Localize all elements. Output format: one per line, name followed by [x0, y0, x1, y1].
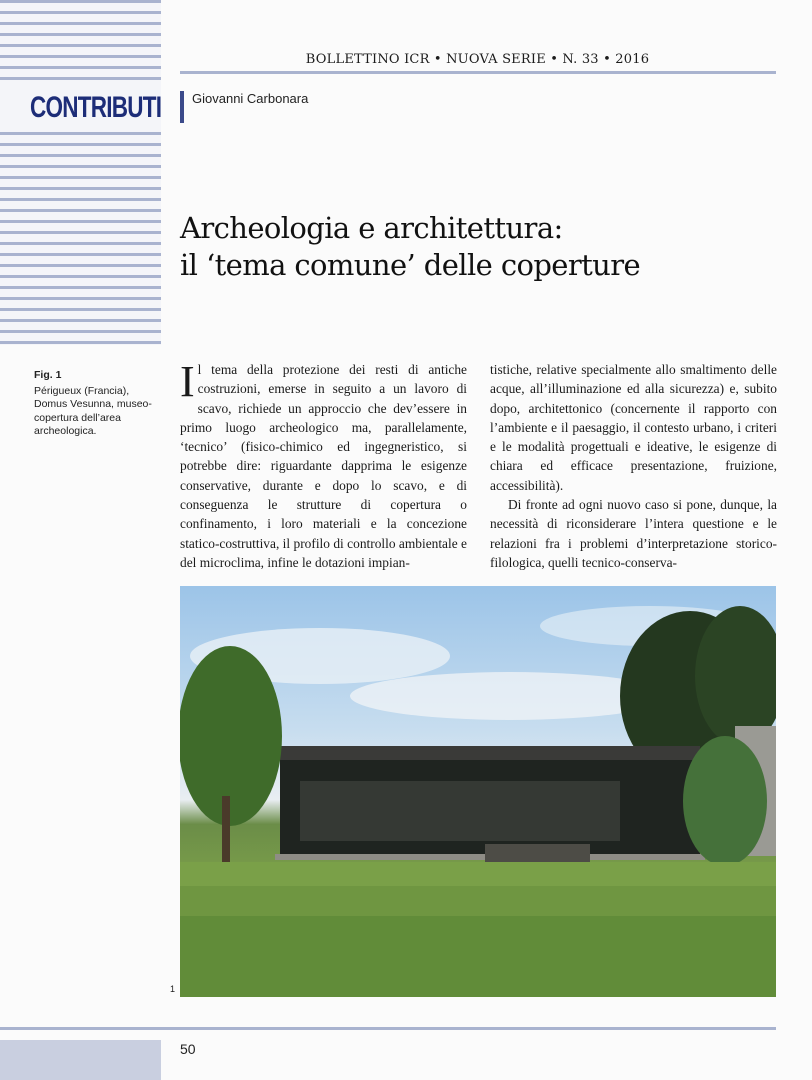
- page-number: 50: [180, 1041, 196, 1057]
- author-name: Giovanni Carbonara: [192, 91, 309, 106]
- section-label: CONTRIBUTI: [0, 84, 161, 132]
- museum-photo-illustration: [180, 586, 776, 997]
- col2-paragraph-2: Di fronte ad ogni nuovo caso si pone, dunque, la necessità di riconsiderare l’intera questione e le relazioni fra i problemi d’interpretazione storico-filologica, quelli tecnico-conserva-: [490, 497, 777, 570]
- dropcap: I: [180, 357, 195, 406]
- col2-paragraph-1: tistiche, relative specialmente allo smaltimento delle acque, all’illuminazione ed alla sicurezza) e, subito dopo, architettonico (concernente il rapporto con l’ambiente e il paesaggio, il contesto urbano, i criteri e le modalità progettuali e ideative, le esigenze di chiara ed efficace presentazione, fruizione, accessibilità).: [490, 362, 777, 493]
- title-line-1: Archeologia e architettura:: [180, 211, 563, 245]
- figure-number: 1: [170, 984, 176, 994]
- article-title: [180, 210, 780, 284]
- footer-block: [0, 1040, 161, 1080]
- title-line-2: il ‘tema comune’ delle coperture: [180, 248, 641, 282]
- running-head: BOLLETTINO ICR • NUOVA SERIE • N. 33 • 2016: [305, 52, 650, 67]
- figure-label: Fig. 1: [34, 369, 62, 381]
- figure-caption: [34, 369, 159, 439]
- col1-text: l tema della protezione dei resti di antiche costruzioni, emerse in seguito a un lavoro di scavo, richiede un approccio che dev’essere in primo luogo archeologico ma, parallelamente, ‘tecnico’ (fisico-chimico ed ingegneristico, si potrebbe dire: riguardante dapprima le esigenze conservative, durante e dopo lo scavo, e di conseguenza le strutture di copertura o confinamento, i loro materiali e la concezione statico-costruttiva, il profilo di controllo ambientale e del microclima, infine le dotazioni impian-: [180, 362, 467, 570]
- body-column-1: [180, 357, 467, 572]
- header-rule: [180, 71, 776, 74]
- footer-rule: [0, 1027, 776, 1030]
- figure-photo: [180, 586, 776, 997]
- author-marker: [180, 91, 184, 123]
- body-column-2: [490, 360, 777, 572]
- figure-caption-text: Périgueux (Francia), Domus Vesunna, museo-copertura dell’area archeologica.: [34, 384, 152, 437]
- decorative-stripes: [0, 0, 161, 345]
